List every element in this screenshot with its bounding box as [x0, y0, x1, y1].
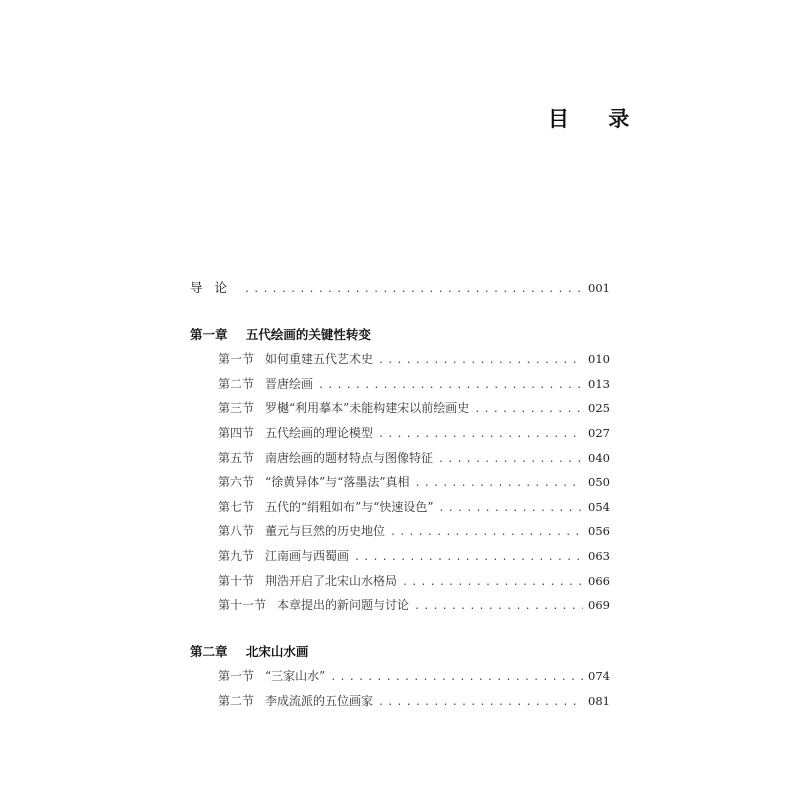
page-number: 013 [588, 376, 610, 391]
page-number: 066 [588, 573, 610, 588]
chapter-heading-2[interactable] [190, 640, 610, 665]
chapter-number: 第一章 [190, 326, 228, 342]
chapter-number: 第二章 [190, 643, 228, 659]
section-number: 第九节 [218, 548, 255, 563]
section-number: 第十节 [218, 573, 255, 588]
intro-label: 导论 [190, 280, 240, 295]
page-number: 010 [588, 352, 610, 367]
toc-entry[interactable] [190, 421, 610, 446]
page-number: 054 [588, 499, 610, 514]
toc-entry[interactable] [190, 372, 610, 397]
chapter-heading-1[interactable] [190, 323, 610, 348]
section-title: “徐黄异体”与“落墨法”真相 [265, 475, 410, 490]
toc-entry[interactable] [190, 396, 610, 421]
dot-leader [438, 448, 583, 473]
page-number: 069 [588, 598, 610, 613]
section-number: 第一节 [218, 669, 255, 684]
section-title: 南唐绘画的题材特点与图像特征 [265, 450, 434, 465]
toc-entry[interactable] [190, 446, 610, 471]
toc-entry[interactable] [190, 569, 610, 594]
page-number: 025 [588, 401, 610, 416]
page-number: 040 [588, 450, 610, 465]
toc-entry[interactable] [190, 495, 610, 520]
dot-leader [402, 571, 583, 596]
section-number: 第二节 [218, 376, 255, 391]
dot-leader [439, 497, 584, 522]
section-title: 如何重建五代艺术史 [265, 352, 374, 367]
dot-leader [474, 398, 583, 423]
section-title: “三家山水” [265, 669, 326, 684]
dot-leader [330, 666, 583, 691]
dot-leader [244, 278, 583, 303]
toc-entry[interactable] [190, 593, 610, 618]
section-title: 五代的“绢粗如布”与“快速设色” [265, 499, 434, 514]
section-number: 第二节 [218, 693, 255, 708]
page-number: 063 [588, 548, 610, 563]
toc-entry[interactable] [190, 519, 610, 544]
section-number: 第十一节 [218, 598, 267, 613]
section-number: 第一节 [218, 352, 255, 367]
section-title: 江南画与西蜀画 [265, 548, 350, 563]
page-number: 081 [588, 693, 610, 708]
dot-leader [354, 546, 583, 571]
dot-leader [378, 423, 583, 448]
section-number: 第七节 [218, 499, 255, 514]
page-number: 050 [588, 475, 610, 490]
table-of-contents [190, 276, 610, 714]
toc-entry[interactable] [190, 689, 610, 714]
section-number: 第六节 [218, 475, 255, 490]
section-number: 第四节 [218, 425, 255, 440]
toc-entry[interactable] [190, 664, 610, 689]
section-title: 五代绘画的理论模型 [265, 425, 374, 440]
dot-leader [378, 691, 583, 716]
page-number: 074 [588, 669, 610, 684]
page-title: 目 录 [548, 106, 646, 131]
section-title: 董元与巨然的历史地位 [265, 524, 386, 539]
section-title: 罗樾“利用摹本”未能构建宋以前绘画史 [265, 401, 470, 416]
dot-leader [378, 349, 583, 374]
dot-leader [390, 521, 583, 546]
section-title: 晋唐绘画 [265, 376, 314, 391]
toc-entry-intro[interactable] [190, 276, 610, 301]
dot-leader [414, 595, 583, 620]
section-title: 李成流派的五位画家 [265, 693, 374, 708]
chapter-title: 五代绘画的关键性转变 [245, 326, 371, 342]
toc-entry[interactable] [190, 347, 610, 372]
page-number: 001 [588, 281, 610, 295]
section-number: 第五节 [218, 450, 255, 465]
toc-entry[interactable] [190, 544, 610, 569]
page-number: 027 [588, 425, 610, 440]
section-title: 本章提出的新问题与讨论 [277, 598, 410, 613]
toc-entry[interactable] [190, 470, 610, 495]
section-title: 荆浩开启了北宋山水格局 [265, 573, 398, 588]
dot-leader [415, 472, 584, 497]
section-number: 第三节 [218, 401, 255, 416]
section-number: 第八节 [218, 524, 255, 539]
page-number: 056 [588, 524, 610, 539]
dot-leader [318, 374, 583, 399]
chapter-title: 北宋山水画 [245, 643, 309, 659]
